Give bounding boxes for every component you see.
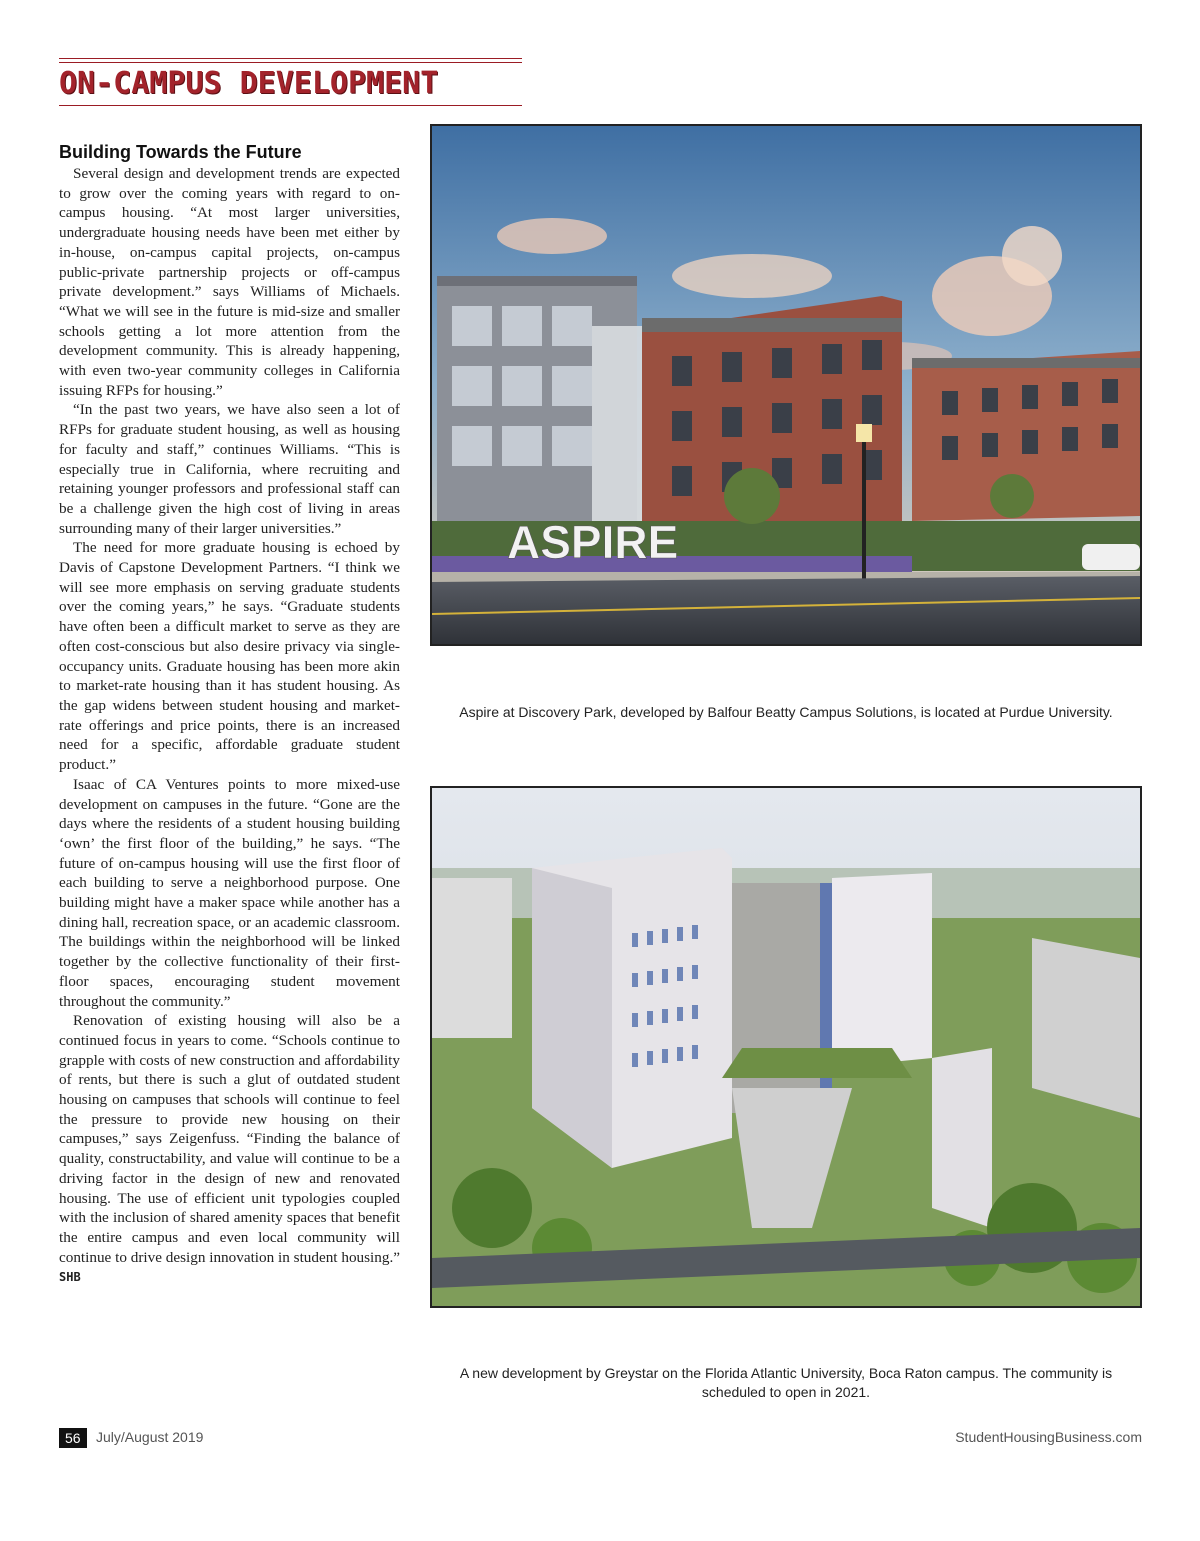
section-header xyxy=(59,58,522,106)
aspire-sign: ASPIRE xyxy=(507,516,679,568)
aspire-rendering-illustration xyxy=(432,126,1140,644)
article-paragraph: Isaac of CA Ventures points to more mixed-use development on campuses in the future. “Gone are the days where the residents of a student housing building ‘own’ the first floor of the building,” he says. “The future of on-campus housing will use the first floor of each building to serve a neighborhood purpose. One building might have a maker space while another has a dining hall, recreation space, or an academic classroom. The buildings within the neighborhood will be linked together by the collective functionality of their first-floor spaces, encouraging student movement throughout the community.” xyxy=(59,775,400,1010)
article-paragraph-text: Renovation of existing housing will also be a continued focus in years to come. “Schools continue to grapple with costs of new construction and affordability of rents, but there is such a glut of outdated student housing on campuses that schools will continue to feel the pressure to provide new housing on their campuses,” says Zeigenfuss. “Finding the balance of quality, constructability, and value will continue to be a driving factor in the design of new and renovated housing. The use of efficient unit typologies coupled with the inclusion of shared amenity spaces that benefit the entire campus and even local community will continue to drive design innovation in student housing.” xyxy=(59,1012,400,1266)
header-rule-top-2 xyxy=(59,62,522,63)
header-rule-top xyxy=(59,58,522,59)
end-mark: SHB xyxy=(59,1270,81,1285)
article-paragraph: The need for more graduate housing is echoed by Davis of Capstone Development Partners. “I think we will see more emphasis on serving graduate students over the coming years,” he says. “Graduate students have often been a difficult market to serve as they are often cost-conscious but also desire privacy via single-occupancy units. Graduate housing has been more akin to market-rate housing than it has student housing. As the gap widens between student housing and market-rate offerings and price points, there is an increased need for a specific, affordable graduate student product.” xyxy=(59,539,400,774)
page-footer xyxy=(59,1428,1142,1448)
article-paragraph-last xyxy=(59,1011,400,1288)
website-url: StudentHousingBusiness.com xyxy=(955,1429,1142,1445)
aspire-caption: Aspire at Discovery Park, developed by Balfour Beatty Campus Solutions, is located at Purdue University. xyxy=(459,704,1113,720)
article-heading: Building Towards the Future xyxy=(59,142,302,162)
greystar-photo xyxy=(430,786,1142,1308)
article-paragraph: Several design and development trends are expected to grow over the coming years with regard to on-campus housing. “At most larger universities, undergraduate housing needs have been met either by in-house, on-campus capital projects, on-campus public-private partnership projects or off-campus private development.” says Williams of Michaels. “What we will see in the future is mid-size and smaller schools getting a lot more attention from the development community. This is already happening, with even two-year community colleges in California issuing RFPs for housing.” xyxy=(59,165,400,399)
aspire-photo xyxy=(430,124,1142,646)
article-column xyxy=(59,141,400,1288)
header-rule-bottom xyxy=(59,105,522,106)
page-number: 56 xyxy=(59,1428,87,1448)
greystar-caption: A new development by Greystar on the Florida Atlantic University, Boca Raton campus. The community is scheduled to open in 2021. xyxy=(459,1365,1113,1400)
article-paragraph: “In the past two years, we have also seen a lot of RFPs for graduate student housing, as well as housing for faculty and staff,” continues Williams. “This is especially true in California, where recruiting and retaining younger professors and professional staff can be a challenge given the high cost of living in areas surrounding many of their larger universities.” xyxy=(59,401,400,537)
issue-date: July/August 2019 xyxy=(96,1429,204,1445)
greystar-rendering-illustration xyxy=(432,788,1140,1306)
section-title: ON-CAMPUS DEVELOPMENT xyxy=(59,66,439,101)
